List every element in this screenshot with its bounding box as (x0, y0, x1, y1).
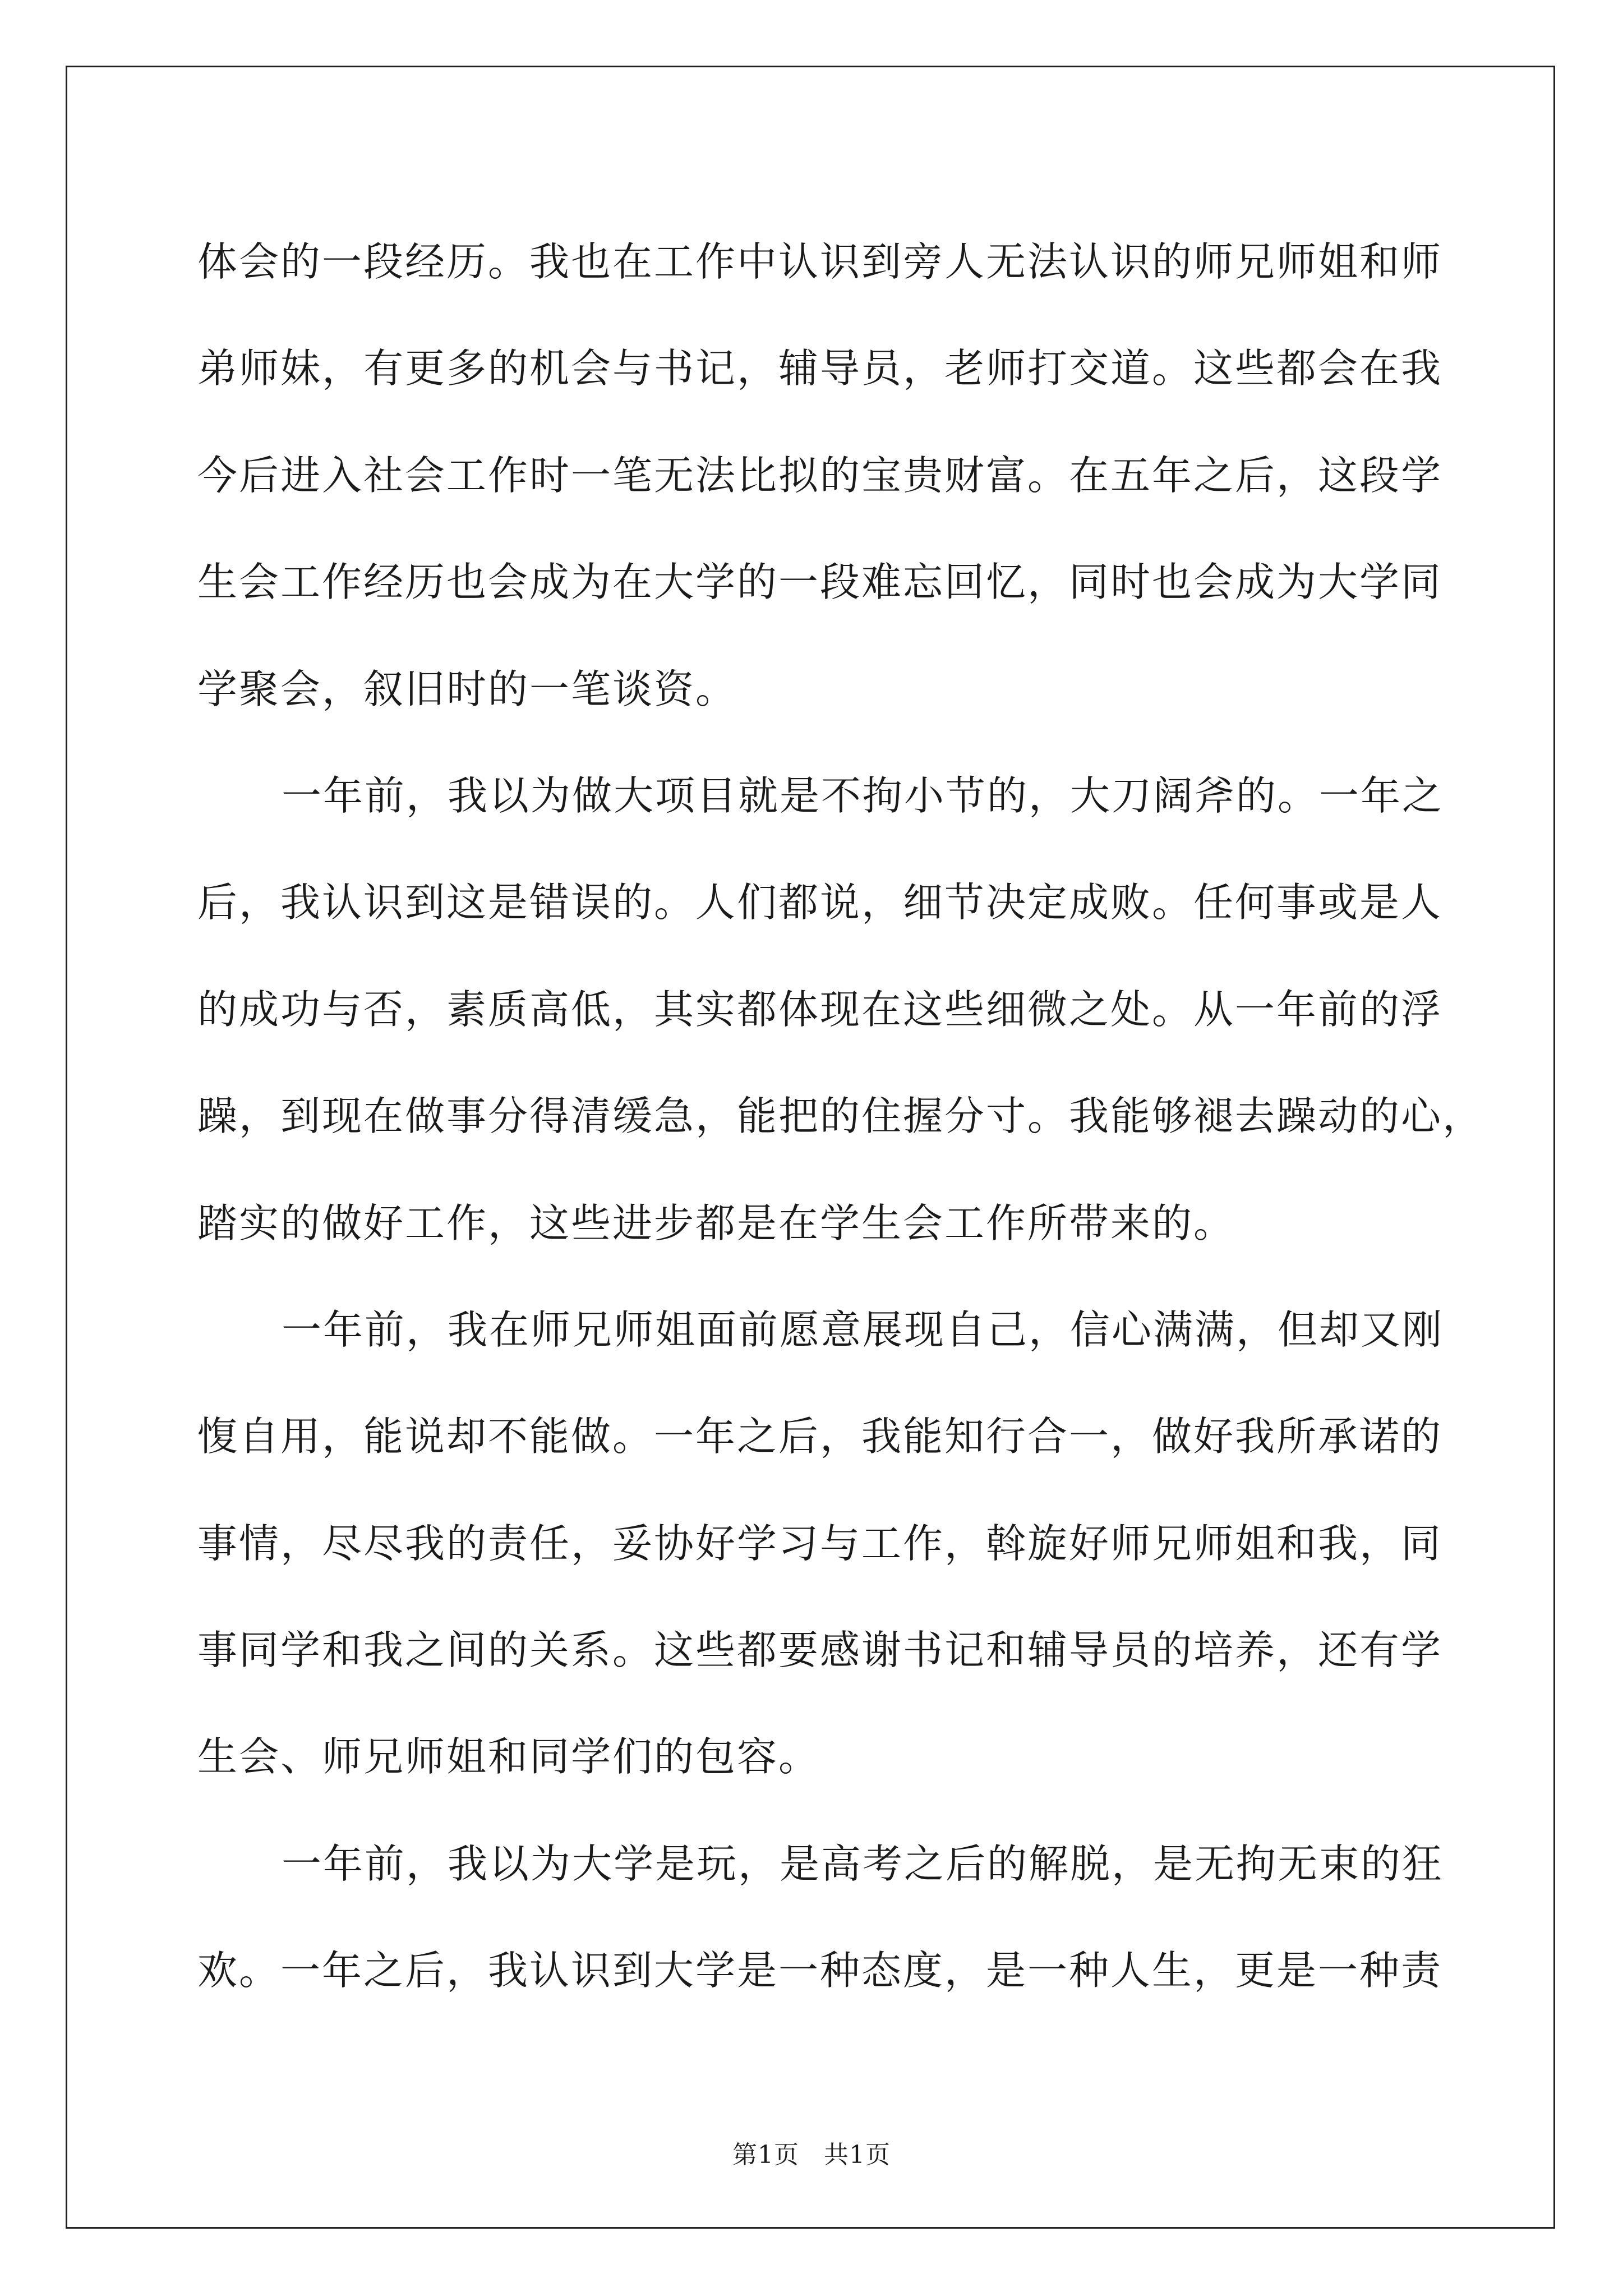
text-line: 今后进入社会工作时一笔无法比拟的宝贵财富。在五年之后，这段学 (197, 452, 1443, 499)
text-line: 生会、师兄师姐和同学们的包容。 (197, 1733, 820, 1780)
text-line: 踏实的做好工作，这些进步都是在学生会工作所带来的。 (197, 1199, 1235, 1246)
text-line: 学聚会，叙旧时的一笔谈资。 (197, 665, 737, 712)
text-line: 一年前，我以为大学是玩，是高考之后的解脱，是无拘无束的狂 (282, 1840, 1444, 1887)
text-line: 一年前，我以为做大项目就是不拘小节的，大刀阔斧的。一年之 (282, 772, 1444, 819)
text-line: 后，我认识到这是错误的。人们都说，细节决定成败。任何事或是人 (197, 879, 1443, 926)
text-line: 的成功与否，素质高低，其实都体现在这些细微之处。从一年前的浮 (197, 986, 1443, 1033)
text-line: 事情，尽尽我的责任，妥协好学习与工作，斡旋好师兄师姐和我，同 (197, 1520, 1443, 1567)
text-line: 欢。一年之后，我认识到大学是一种态度，是一种人生，更是一种责 (197, 1947, 1443, 1994)
page-number: 第1页 (732, 2141, 799, 2169)
document-body (197, 209, 1484, 2024)
text-line: 一年前，我在师兄师姐面前愿意展现自己，信心满满，但却又刚 (282, 1306, 1444, 1353)
text-line: 事同学和我之间的关系。这些都要感谢书记和辅导员的培养，还有学 (197, 1627, 1443, 1674)
page-footer (0, 2138, 1623, 2172)
text-line: 愎自用，能说却不能做。一年之后，我能知行合一，做好我所承诺的 (197, 1413, 1443, 1460)
text-line: 生会工作经历也会成为在大学的一段难忘回忆，同时也会成为大学同 (197, 559, 1443, 606)
text-line: 体会的一段经历。我也在工作中认识到旁人无法认识的师兄师姐和师 (197, 238, 1443, 285)
text-line: 弟师妹，有更多的机会与书记，辅导员，老师打交道。这些都会在我 (197, 345, 1443, 392)
page-total: 共1页 (824, 2141, 891, 2169)
text-line: 躁，到现在做事分得清缓急，能把的住握分寸。我能够褪去躁动的心， (197, 1093, 1484, 1140)
